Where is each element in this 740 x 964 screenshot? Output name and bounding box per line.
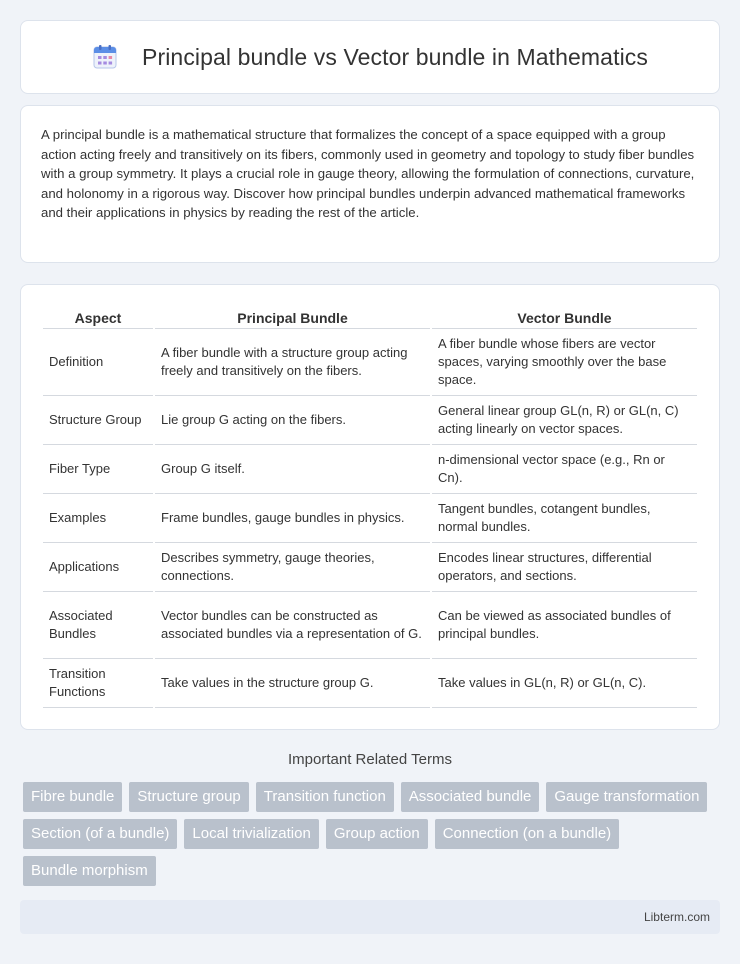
tag-local-trivialization[interactable]: Local trivialization: [184, 819, 318, 849]
aspect-cell: Associated Bundles: [43, 592, 153, 659]
page-title: Principal bundle vs Vector bundle in Mathematics: [142, 43, 648, 70]
vector-cell: General linear group GL(n, R) or GL(n, C) acting linearly on vector spaces.: [432, 396, 697, 445]
footer: [20, 900, 720, 934]
header-vector-bundle: Vector Bundle: [432, 305, 697, 329]
table-row: [43, 592, 697, 659]
intro-card: [20, 105, 720, 263]
tag-bundle-morphism[interactable]: Bundle morphism: [23, 856, 156, 886]
tag-group-action[interactable]: Group action: [326, 819, 428, 849]
table-row: [43, 445, 697, 494]
calendar-icon: [92, 44, 118, 70]
tag-associated-bundle[interactable]: Associated bundle: [401, 782, 540, 812]
header-aspect: Aspect: [43, 305, 153, 329]
principal-cell: Frame bundles, gauge bundles in physics.: [155, 494, 430, 543]
footer-site-link[interactable]: Libterm.com: [643, 910, 710, 924]
comparison-card: [20, 284, 720, 730]
vector-cell: Can be viewed as associated bundles of principal bundles.: [432, 592, 697, 659]
principal-cell: Lie group G acting on the fibers.: [155, 396, 430, 445]
aspect-cell: Definition: [43, 329, 153, 396]
vector-cell: Tangent bundles, cotangent bundles, normal bundles.: [432, 494, 697, 543]
aspect-cell: Examples: [43, 494, 153, 543]
title-card: [20, 20, 720, 94]
aspect-cell: Fiber Type: [43, 445, 153, 494]
tag-transition-function[interactable]: Transition function: [256, 782, 394, 812]
related-terms-tags: [20, 782, 720, 886]
table-row: [43, 494, 697, 543]
intro-paragraph: A principal bundle is a mathematical structure that formalizes the concept of a space equipped with a group action acting freely and transitively on its fibers, commonly used in geometry and topology to study fiber bundles with a group symmetry. It plays a crucial role in gauge theory, allowing the formulation of connections, curvature, and holonomy in a rigorous way. Discover how principal bundles underpin advanced mathematical frameworks and their applications in physics by reading the rest of the article.: [41, 127, 695, 220]
vector-cell: Take values in GL(n, R) or GL(n, C).: [432, 659, 697, 708]
vector-cell: Encodes linear structures, differential operators, and sections.: [432, 543, 697, 592]
tag-structure-group[interactable]: Structure group: [129, 782, 248, 812]
table-row: [43, 329, 697, 396]
related-terms-heading: Important Related Terms: [288, 751, 452, 768]
principal-cell: Take values in the structure group G.: [155, 659, 430, 708]
aspect-cell: Applications: [43, 543, 153, 592]
aspect-cell: Structure Group: [43, 396, 153, 445]
principal-cell: Vector bundles can be constructed as associated bundles via a representation of G.: [155, 592, 430, 659]
table-row: [43, 659, 697, 708]
comparison-table: [41, 305, 699, 708]
principal-cell: A fiber bundle with a structure group acting freely and transitively on the fibers.: [155, 329, 430, 396]
tag-fibre-bundle[interactable]: Fibre bundle: [23, 782, 122, 812]
vector-cell: A fiber bundle whose fibers are vector spaces, varying smoothly over the base space.: [432, 329, 697, 396]
related-terms-section: [0, 751, 740, 768]
table-row: [43, 543, 697, 592]
tag-section[interactable]: Section (of a bundle): [23, 819, 177, 849]
vector-cell: n-dimensional vector space (e.g., Rn or Cn).: [432, 445, 697, 494]
header-principal-bundle: Principal Bundle: [155, 305, 430, 329]
table-row: [43, 396, 697, 445]
tag-gauge-transformation[interactable]: Gauge transformation: [546, 782, 707, 812]
principal-cell: Group G itself.: [155, 445, 430, 494]
table-header-row: [43, 305, 697, 329]
aspect-cell: Transition Functions: [43, 659, 153, 708]
tag-connection[interactable]: Connection (on a bundle): [435, 819, 619, 849]
principal-cell: Describes symmetry, gauge theories, connections.: [155, 543, 430, 592]
